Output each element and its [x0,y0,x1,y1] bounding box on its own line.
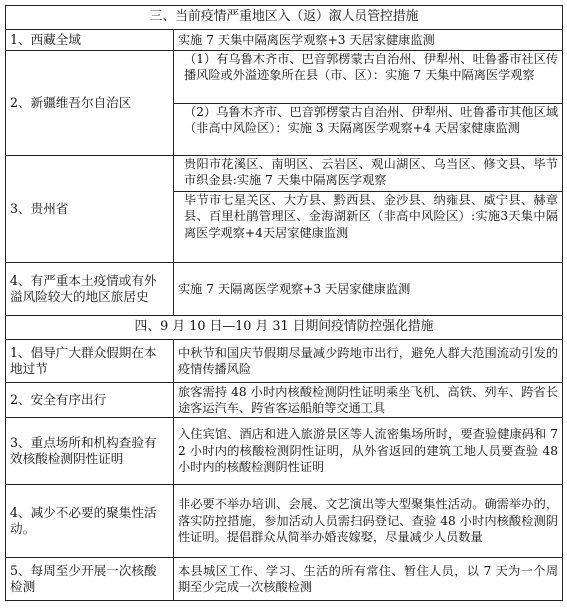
table-row [6,340,563,383]
measures-table [5,5,563,601]
table-row [6,558,563,601]
measure-item-label: 4、减少不必要的聚集性活动。 [6,485,174,558]
section-header-row [6,316,563,340]
region-label: 1、西藏全域 [6,30,174,51]
control-measure: 旅客需持 48 小时内核酸检测阴性证明乘坐飞机、高铁、列车、跨省长途客运汽车、跨省客运船舶等交通工具 [174,383,563,418]
region-label: 3、贵州省 [6,156,174,263]
section3-title: 三、当前疫情严重地区入（返）溆人员管控措施 [6,6,563,30]
measure-item-label: 5、每周至少开展一次核酸检测 [6,558,174,601]
table-row [6,485,563,558]
table-row [6,51,563,156]
measure-item-label: 2、安全有序出行 [6,383,174,418]
control-measure-group [174,156,563,263]
measure-item-label: 1、倡导广大群众假期在本地过节 [6,340,174,383]
control-measure-item: （2）乌鲁木齐市、巴音郭楞蒙古自治州、伊犁州、吐鲁番市其他区域（非高中风险区）：实施 3 天隔离医学观察+4 天居家健康监测 [174,103,562,155]
control-measure-item: 毕节市七星关区、大方县、黔西县、金沙县、纳雍县、威宁县、赫章县、百里杜鹃管理区、金海湖新区（非高中风险区）:实施3天集中隔离医学观察+4天居家健康监测 [174,191,562,262]
control-measure: 本县城区工作、学习、生活的所有常住、暂住人员，以 7 天为一个周期至少完成一次核酸检测 [174,558,563,601]
control-measure: 中秋节和国庆节假期尽量减少跨地市出行，避免人群大范围流动引发的疫情传播风险 [174,340,563,383]
section-header-row [6,6,563,30]
table-row [6,418,563,485]
region-label: 4、有严重本土疫情或有外溢风险较大的地区旅居史 [6,263,174,316]
table-row [6,383,563,418]
control-measure-item: （1）有乌鲁木齐市、巴音郭楞蒙古自治州、伊犁州、吐鲁番市社区传播风险或外溢迹象所在县（市、区）：实施 7 天集中隔离医学观察 [184,52,559,83]
measure-item-label: 3、重点场所和机构查验有效核酸检测阴性证明 [6,418,174,485]
table-row [6,263,563,316]
control-measure: 入住宾馆、酒店和进入旅游景区等人流密集场所时，要查验健康码和 72 小时内的核酸检测阴性证明，从外省返回的建筑工地人员要查验 48 小时内的核酸检测阴性证明 [174,418,563,485]
control-measure-group [174,51,563,156]
table-row [6,30,563,51]
region-label: 2、新疆维吾尔自治区 [6,51,174,156]
table-row [6,156,563,263]
control-measure: 非必要不举办培训、会展、文艺演出等大型聚集性活动。确需举办的，落实防控措施，参加活动人员需扫码登记、查验 48 小时内核酸检测阴性证明。提倡群众从简举办婚丧嫁娶，尽量减少人员数量 [174,485,563,558]
control-measure: 实施 7 天隔离医学观察+3 天居家健康监测 [174,263,563,316]
control-measure: 实施 7 天集中隔离医学观察+3 天居家健康监测 [174,30,563,51]
control-measure-item: 贵阳市花溪区、南明区、云岩区、观山湖区、乌当区、修文县、毕节市织金县:实施 7 天集中隔离医学观察 [184,157,559,188]
section4-title: 四、9 月 10 日—10 月 31 日期间疫情防控强化措施 [6,316,563,340]
